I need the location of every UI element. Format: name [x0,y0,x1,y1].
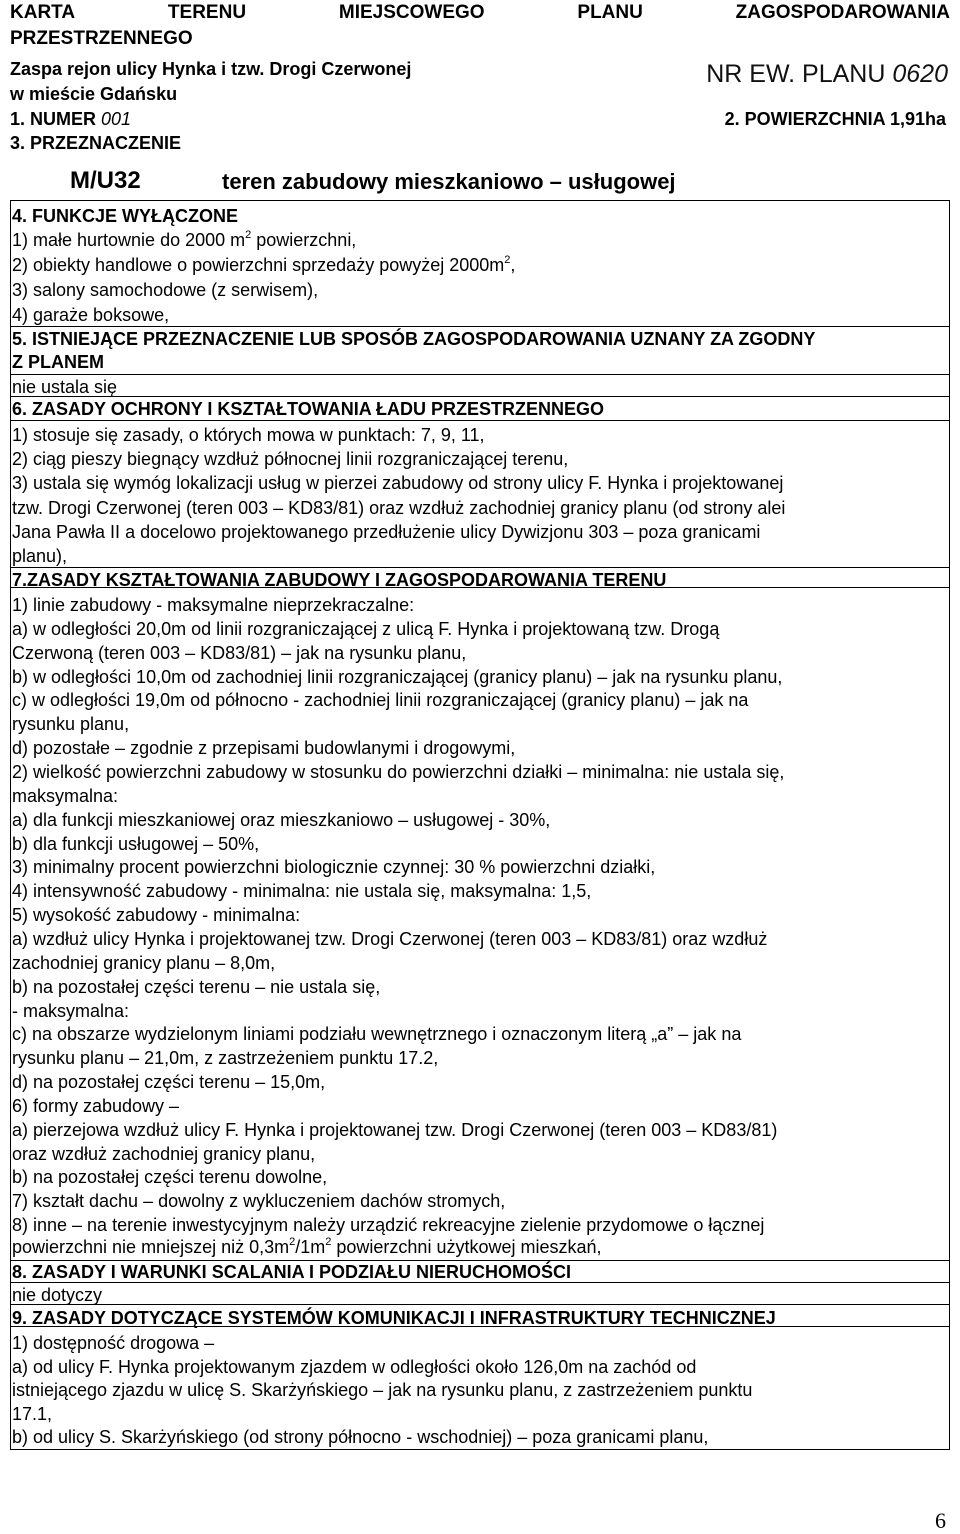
number-value: 001 [101,109,132,129]
section-5-title-cont: Z PLANEM [12,352,104,372]
title-word: TERENU [167,2,247,23]
divider [10,396,950,397]
text-line: 8) inne – na terenie inwestycyjnym należy urządzić rekreacyjne zielenie przydomowe o łącznej [12,1215,765,1236]
text-line: 1) linie zabudowy - maksymalne nieprzekraczalne: [12,595,415,615]
title-word: MIEJSCOWEGO [338,2,485,23]
text-line: d) na pozostałej części terenu – 15,0m, [12,1072,326,1092]
section-8-value: nie dotyczy [12,1285,103,1305]
text-line: rysunku planu, [12,714,130,735]
text-line: b) w odległości 10,0m od zachodniej linii rozgraniczającej (granicy planu) – jak na rysunku planu, [12,666,783,687]
text-line: 4) intensywność zabudowy - minimalna: nie ustala się, maksymalna: 1,5, [12,881,592,902]
text-line: 2) wielkość powierzchni zabudowy w stosunku do powierzchni działki – minimalna: nie ustala się, [12,762,785,782]
table-border-top [10,200,950,201]
title-line-2: PRZESTRZENNEGO [10,28,193,49]
table-border-right [949,200,950,1450]
text-line: b) na pozostałej części terenu – nie ustala się, [12,976,381,997]
location-line-1: Zaspa rejon ulicy Hynka i tzw. Drogi Czerwonej [10,59,412,79]
section-5-title: 5. ISTNIEJĄCE PRZEZNACZENIE LUB SPOSÓB ZAGOSPODAROWANIA UZNANY ZA ZGODNY [12,329,816,349]
text-line: d) pozostałe – zgodnie z przepisami budowlanymi i drogowymi, [12,738,516,759]
text-line: 1) stosuje się zasady, o których mowa w punktach: 7, 9, 11, [12,425,485,445]
text-line: c) na obszarze wydzielonym liniami podziału wewnętrznego i oznaczonym literą „a” – jak na [12,1024,742,1045]
number-label: 1. NUMER [10,109,97,129]
text-line: a) pierzejowa wzdłuż ulicy F. Hynka i projektowanej tzw. Drogi Czerwonej (teren 003 – KD83/81) [12,1119,778,1140]
section-7-title: 7.ZASADY KSZTAŁTOWANIA ZABUDOWY I ZAGOSPODAROWANIA TERENU [12,570,667,590]
text-line: b) dla funkcji usługowej – 50%, [12,833,260,854]
plan-number-label: NR EW. PLANU [706,60,886,88]
text-line: 2) ciąg pieszy biegnący wzdłuż północnej linii rozgraniczającej terenu, [12,449,569,470]
section-4-title: 4. FUNKCJE WYŁĄCZONE [12,206,239,226]
text-line: a) od ulicy F. Hynka projektowanym zjazdem w odległości około 126,0m na zachód od [12,1356,697,1377]
text-line: 17.1, [12,1403,53,1424]
text-line: a) w odległości 20,0m od linii rozgraniczającej z ulicą F. Hynka i projektowaną tzw. Drogą [12,618,720,639]
text-line: - maksymalna: [12,1000,130,1021]
text-line: Czerwoną (teren 003 – KD83/81) – jak na rysunku planu, [12,642,467,663]
section-5-value: nie ustala się [12,377,118,397]
text-line: c) w odległości 19,0m od północno - zachodniej linii rozgraniczającej (granicy planu) – jak na [12,690,749,711]
list-item: 1) małe hurtownie do 2000 $m^2$ powierzchni, [12,229,357,250]
text-line: tzw. Drogi Czerwonej (teren 003 – KD83/81) oraz wzdłuż zachodniej granicy planu (od strony alei [12,497,786,518]
zone-symbol: M/U32 [70,167,141,194]
zone-description: teren zabudowy mieszkaniowo – usługowej [222,169,676,194]
divider [10,567,950,568]
divider [10,1304,950,1305]
list-item: 3) salony samochodowe (z serwisem), [12,280,319,300]
text-line: 7) kształt dachu – dowolny z wykluczeniem dachów stromych, [12,1191,506,1212]
area-number [10,108,131,130]
text-line: b) od ulicy S. Skarżyńskiego (od strony północno - wschodniej) – poza granicami planu, [12,1427,709,1447]
purpose-label: 3. PRZEZNACZENIE [10,133,182,153]
text-line: maksymalna: [12,785,119,806]
plan-number-value: 0620 [892,60,948,88]
list-item: 4) garaże boksowe, [12,305,170,325]
title-word: ZAGOSPODAROWANIA [735,2,950,23]
plan-number [706,60,948,88]
text-line: a) dla funkcji mieszkaniowej oraz mieszkaniowo – usługowej - 30%, [12,809,551,830]
text-line: istniejącego zjazdu w ulicę S. Skarżyńskiego – jak na rysunku planu, z zastrzeżeniem punktu [12,1380,753,1400]
divider [10,374,950,375]
text-line: 5) wysokość zabudowy - minimalna: [12,905,301,925]
text-line: b) na pozostałej części terenu dowolne, [12,1167,328,1188]
text-line: 3) ustala się wymóg lokalizacji usług w pierzei zabudowy od strony ulicy F. Hynka i projektowanej [12,473,784,494]
text-line: planu), [12,546,68,566]
section-6-title: 6. ZASADY OCHRONY I KSZTAŁTOWANIA ŁADU PRZESTRZENNEGO [12,399,605,419]
list-item: 2) obiekty handlowe o powierzchni sprzedaży powyżej $2000m^2$, [12,254,516,275]
location-line-2: w mieście Gdańsku [10,84,178,104]
list-item: powierzchni nie mniejszej niż $0,3m^2/1m^2$ powierzchni użytkowej mieszkań, [12,1236,602,1257]
table-border-left [10,200,11,1450]
text-line: oraz wzdłuż zachodniej granicy planu, [12,1143,316,1164]
area-size: 2. POWIERZCHNIA 1,91ha [724,109,946,129]
title-word: KARTA [10,2,76,23]
text-line: a) wzdłuż ulicy Hynka i projektowanej tzw. Drogi Czerwonej (teren 003 – KD83/81) oraz wzdłuż [12,928,768,949]
title-line-1 [10,0,950,26]
section-9-title: 9. ZASADY DOTYCZĄCE SYSTEMÓW KOMUNIKACJI I INFRASTRUKTURY TECHNICZNEJ [12,1308,776,1328]
text-line: rysunku planu – 21,0m, z zastrzeżeniem punktu 17.2, [12,1048,439,1069]
title-word: PLANU [577,2,643,23]
text-line: zachodniej granicy planu – 8,0m, [12,952,276,973]
page-number: 6 [935,1508,946,1533]
text-line: Jana Pawła II a docelowo projektowanego przedłużenie ulicy Dywizjonu 303 – poza granicami [12,521,761,542]
section-8-title: 8. ZASADY I WARUNKI SCALANIA I PODZIAŁU NIERUCHOMOŚCI [12,1262,572,1282]
text-line: 3) minimalny procent powierzchni biologicznie czynnej: 30 % powierzchni działki, [12,857,656,878]
text-line: 1) dostępność drogowa – [12,1333,215,1353]
text-line: 6) formy zabudowy – [12,1095,180,1116]
